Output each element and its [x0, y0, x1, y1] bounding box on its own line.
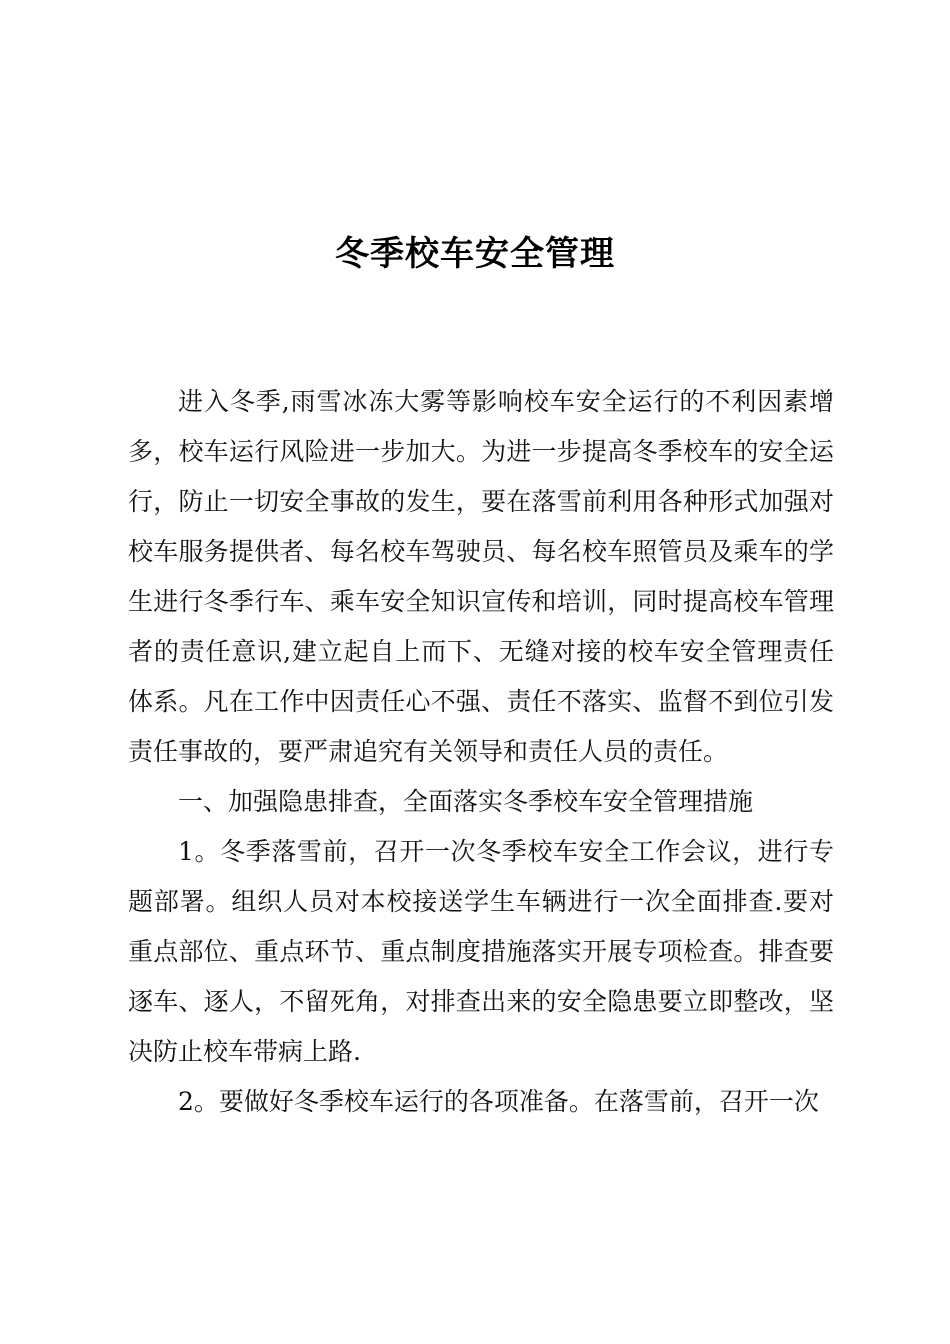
- paragraph-item-2: 2。要做好冬季校车运行的各项准备。在落雪前，召开一次: [178, 1087, 819, 1116]
- document-title: 冬季校车安全管理: [335, 234, 615, 274]
- document-body: [128, 377, 834, 1127]
- section-heading-1: 一、加强隐患排查，全面落实冬季校车安全管理措施: [178, 787, 754, 816]
- paragraph-item-1: 1。冬季落雪前，召开一次冬季校车安全工作会议，进行专题部署。组织人员对本校接送学生车辆进行一次全面排查.要对重点部位、重点环节、重点制度措施落实开展专项检查。排查要逐车、逐人，不留死角，对排查出来的安全隐患要立即整改，坚决防止校车带病上路.: [128, 837, 834, 1066]
- paragraph-intro: 进入冬季,雨雪冰冻大雾等影响校车安全运行的不利因素增多，校车运行风险进一步加大。为进一步提高冬季校车的安全运行，防止一切安全事故的发生，要在落雪前利用各种形式加强对校车服务提供者、每名校车驾驶员、每名校车照管员及乘车的学生进行冬季行车、乘车安全知识宣传和培训，同时提高校车管理者的责任意识,建立起自上而下、无缝对接的校车安全管理责任体系。凡在工作中因责任心不强、责任不落实、监督不到位引发责任事故的，要严肃追究有关领导和责任人员的责任。: [128, 387, 834, 766]
